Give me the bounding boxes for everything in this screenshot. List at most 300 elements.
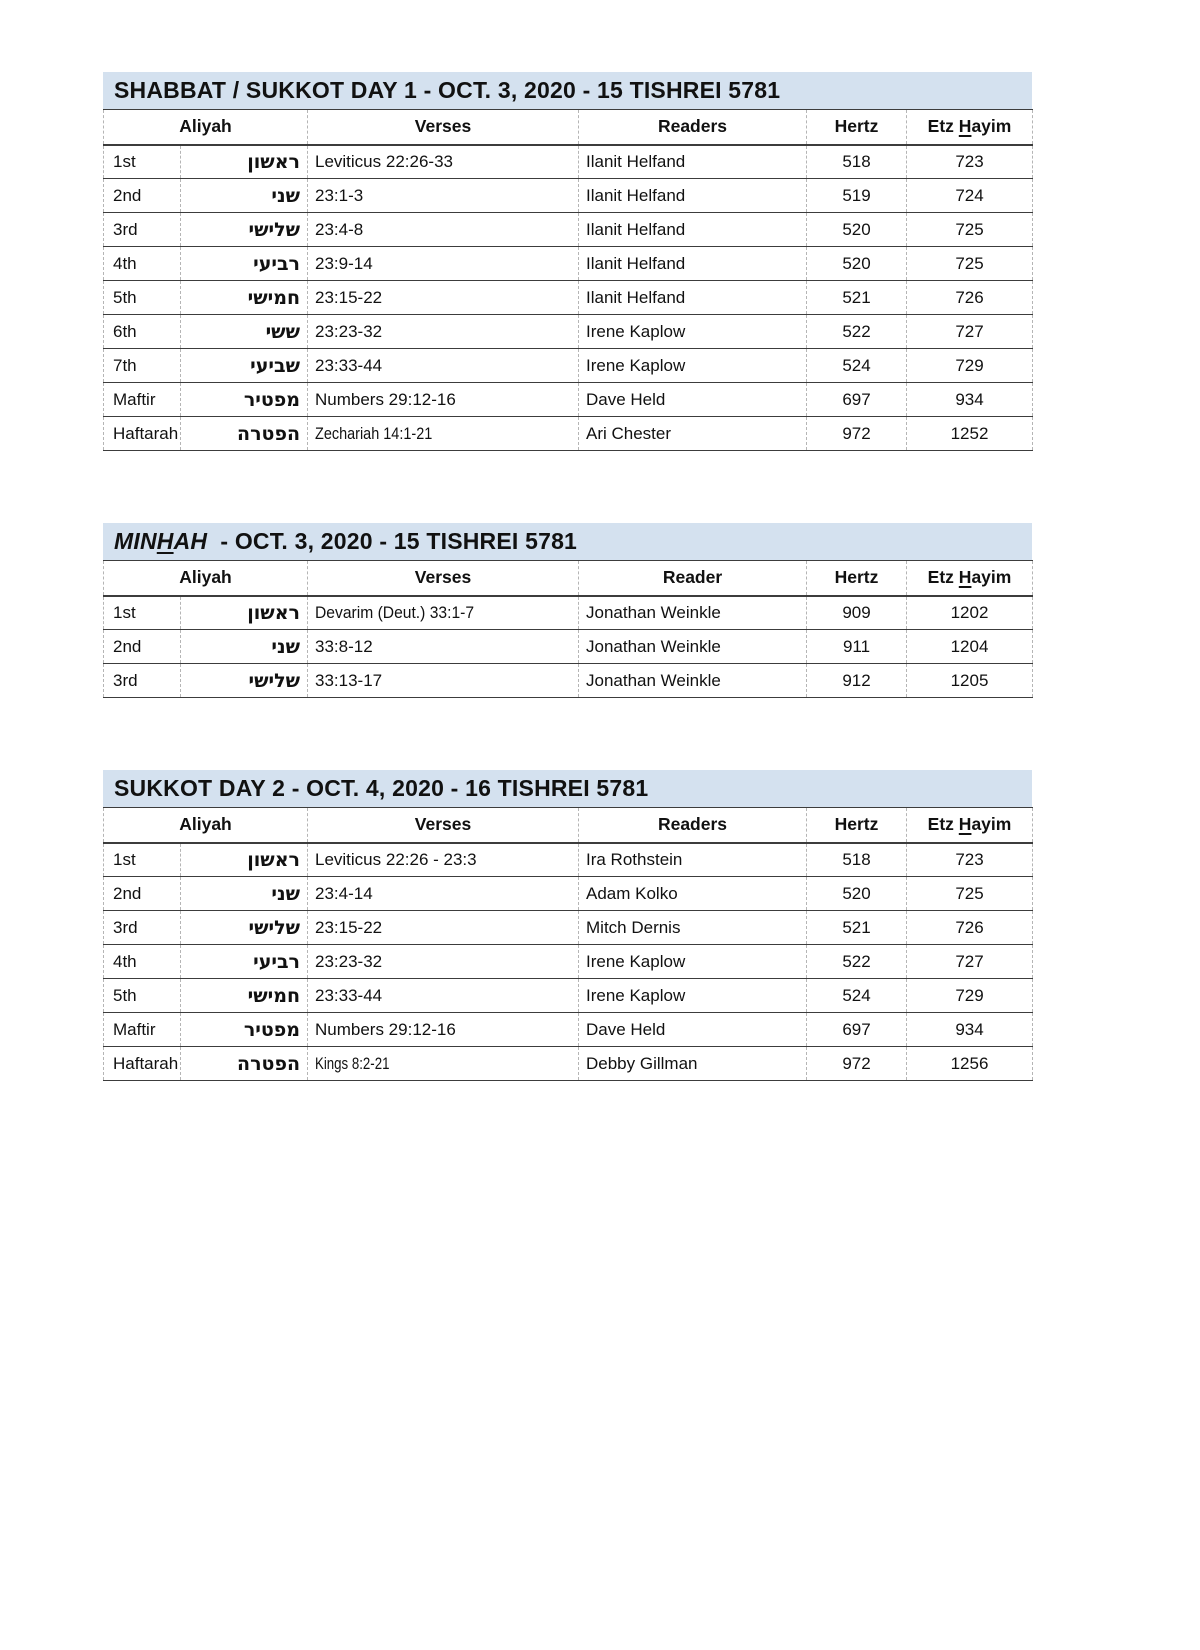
aliyah-hebrew-cell-text: שלישי <box>248 916 300 939</box>
aliyah-hebrew-cell <box>181 1013 308 1047</box>
verses-cell <box>308 664 579 698</box>
hertz-page-cell <box>807 877 907 911</box>
column-header-text: H <box>958 567 972 588</box>
table-row <box>104 179 1033 213</box>
etz-hayim-page-cell <box>907 383 1033 417</box>
aliyah-hebrew-cell <box>181 349 308 383</box>
aliyah-hebrew-cell <box>181 945 308 979</box>
aliyah-hebrew-cell <box>181 179 308 213</box>
etz-hayim-page-cell <box>907 349 1033 383</box>
hertz-page-cell-text: 518 <box>842 849 871 869</box>
hertz-page-cell-text: 518 <box>842 151 871 171</box>
hertz-page-cell-text: 972 <box>842 1053 871 1073</box>
table-row <box>104 596 1033 630</box>
aliyah-ordinal-cell <box>104 877 181 911</box>
verses-cell-text: 23:23-32 <box>315 951 383 971</box>
table-row <box>104 945 1033 979</box>
reader-cell <box>579 179 807 213</box>
table-body <box>104 596 1033 698</box>
aliyah-ordinal-cell <box>104 349 181 383</box>
verses-cell <box>308 383 579 417</box>
column-header-text: Hertz <box>834 567 879 588</box>
header-row <box>104 561 1033 596</box>
etz-hayim-page-cell <box>907 1047 1033 1081</box>
hertz-page-cell-text: 520 <box>842 219 871 239</box>
aliyah-ordinal-cell-text: 5th <box>113 985 137 1005</box>
hertz-page-cell <box>807 315 907 349</box>
etz-hayim-page-cell <box>907 179 1033 213</box>
aliyah-hebrew-cell <box>181 843 308 877</box>
etz-hayim-page-cell-text: 1205 <box>950 670 989 690</box>
aliyah-hebrew-cell <box>181 664 308 698</box>
etz-hayim-page-cell <box>907 843 1033 877</box>
reading-section-minhah <box>103 523 1032 698</box>
aliyah-ordinal-cell-text: 2nd <box>113 883 142 903</box>
verses-cell <box>308 179 579 213</box>
aliyah-ordinal-cell <box>104 281 181 315</box>
reader-cell-text: Jonathan Weinkle <box>586 636 721 656</box>
aliyah-hebrew-cell-text: רביעי <box>253 252 300 275</box>
etz-hayim-page-cell-text: 726 <box>955 287 984 307</box>
reader-cell <box>579 630 807 664</box>
column-header-aliyah <box>104 808 308 843</box>
etz-hayim-page-cell <box>907 213 1033 247</box>
aliyah-ordinal-cell <box>104 664 181 698</box>
hertz-page-cell <box>807 281 907 315</box>
torah-reading-schedule-document <box>103 72 1032 1153</box>
reading-section-sukkot-day-2 <box>103 770 1032 1081</box>
reader-cell-text: Ilanit Helfand <box>586 253 686 273</box>
aliyah-ordinal-cell <box>104 383 181 417</box>
aliyah-hebrew-cell-text: ראשון <box>247 601 300 624</box>
etz-hayim-page-cell-text: 725 <box>955 219 984 239</box>
column-header-text: H <box>958 814 972 835</box>
column-header-text: Verses <box>414 116 472 137</box>
etz-hayim-page-cell <box>907 281 1033 315</box>
reader-cell-text: Jonathan Weinkle <box>586 602 721 622</box>
aliyah-hebrew-cell <box>181 1047 308 1081</box>
table-row <box>104 664 1033 698</box>
verses-cell-text: Leviticus 22:26 - 23:3 <box>315 849 477 869</box>
aliyah-hebrew-cell-text: ששי <box>265 320 300 343</box>
aliyot-table <box>103 807 1033 1081</box>
column-header-aliyah <box>104 561 308 596</box>
verses-cell <box>308 1013 579 1047</box>
reader-cell-text: Jonathan Weinkle <box>586 670 721 690</box>
aliyah-hebrew-cell-text: שלישי <box>248 218 300 241</box>
table-row <box>104 877 1033 911</box>
reader-cell <box>579 247 807 281</box>
table-row <box>104 1013 1033 1047</box>
hertz-page-cell <box>807 179 907 213</box>
reader-cell-text: Mitch Dernis <box>586 917 681 937</box>
table-header <box>104 561 1033 596</box>
aliyah-ordinal-cell <box>104 979 181 1013</box>
reader-cell-text: Irene Kaplow <box>586 951 686 971</box>
column-header-text: Etz <box>927 814 959 835</box>
aliyah-hebrew-cell-text: שני <box>271 184 300 207</box>
etz-hayim-page-cell-text: 725 <box>955 883 984 903</box>
verses-cell-text: 23:4-8 <box>315 219 364 239</box>
column-header-etz-hayim <box>907 808 1033 843</box>
column-header-hertz <box>807 110 907 145</box>
aliyah-ordinal-cell <box>104 1013 181 1047</box>
verses-cell <box>308 945 579 979</box>
hertz-page-cell <box>807 247 907 281</box>
reader-cell <box>579 877 807 911</box>
verses-cell-text: 23:1-3 <box>315 185 364 205</box>
etz-hayim-page-cell <box>907 945 1033 979</box>
etz-hayim-page-cell-text: 723 <box>955 151 984 171</box>
hertz-page-cell <box>807 1013 907 1047</box>
hertz-page-cell-text: 972 <box>842 423 871 443</box>
etz-hayim-page-cell-text: 726 <box>955 917 984 937</box>
aliyah-hebrew-cell-text: שלישי <box>248 669 300 692</box>
column-header-hertz <box>807 561 907 596</box>
etz-hayim-page-cell-text: 934 <box>955 1019 984 1039</box>
column-header-text: Aliyah <box>179 567 232 588</box>
hertz-page-cell-text: 524 <box>842 355 871 375</box>
etz-hayim-page-cell-text: 729 <box>955 985 984 1005</box>
hertz-page-cell <box>807 979 907 1013</box>
reader-cell <box>579 417 807 451</box>
verses-cell-text: Numbers 29:12-16 <box>315 389 456 409</box>
hertz-page-cell-text: 521 <box>842 287 871 307</box>
verses-cell <box>308 281 579 315</box>
column-header-etz-hayim <box>907 561 1033 596</box>
hertz-page-cell-text: 697 <box>842 389 871 409</box>
etz-hayim-page-cell-text: 723 <box>955 849 984 869</box>
table-row <box>104 911 1033 945</box>
hertz-page-cell-text: 909 <box>842 602 871 622</box>
column-header-text: Reader <box>662 567 723 588</box>
column-header-verses <box>308 561 579 596</box>
verses-cell <box>308 315 579 349</box>
hertz-page-cell <box>807 145 907 179</box>
section-title-minhah <box>103 523 1032 560</box>
etz-hayim-page-cell <box>907 630 1033 664</box>
reader-cell <box>579 213 807 247</box>
aliyah-hebrew-cell-text: רביעי <box>253 950 300 973</box>
hertz-page-cell-text: 521 <box>842 917 871 937</box>
section-title-segment: H <box>156 528 174 554</box>
verses-cell <box>308 630 579 664</box>
column-header-text: Etz <box>927 116 959 137</box>
etz-hayim-page-cell <box>907 1013 1033 1047</box>
column-header-text: Aliyah <box>179 814 232 835</box>
aliyah-hebrew-cell <box>181 145 308 179</box>
aliyah-hebrew-cell <box>181 979 308 1013</box>
reader-cell <box>579 945 807 979</box>
etz-hayim-page-cell <box>907 145 1033 179</box>
aliyah-ordinal-cell <box>104 945 181 979</box>
aliyah-ordinal-cell <box>104 630 181 664</box>
reader-cell <box>579 664 807 698</box>
aliyot-table <box>103 560 1033 698</box>
hertz-page-cell <box>807 596 907 630</box>
verses-cell-text: 33:13-17 <box>315 670 383 690</box>
hertz-page-cell <box>807 1047 907 1081</box>
column-header-verses <box>308 110 579 145</box>
column-header-hertz <box>807 808 907 843</box>
section-title-shabbat-sukkot-day-1 <box>103 72 1032 109</box>
reader-cell <box>579 911 807 945</box>
verses-cell <box>308 843 579 877</box>
verses-cell-text: 23:15-22 <box>315 287 383 307</box>
aliyah-ordinal-cell <box>104 911 181 945</box>
table-row <box>104 630 1033 664</box>
etz-hayim-page-cell-text: 1204 <box>950 636 989 656</box>
header-row <box>104 110 1033 145</box>
column-header-text: ayim <box>971 567 1012 588</box>
table-row <box>104 315 1033 349</box>
column-header-text: Verses <box>414 567 472 588</box>
verses-cell-text: 33:8-12 <box>315 636 373 656</box>
aliyah-hebrew-cell-text: חמישי <box>247 286 300 309</box>
section-title-segment: AH <box>173 528 208 554</box>
verses-cell-text: 23:33-44 <box>315 355 383 375</box>
reader-cell-text: Adam Kolko <box>586 883 678 903</box>
hertz-page-cell <box>807 945 907 979</box>
aliyah-hebrew-cell <box>181 630 308 664</box>
table-row <box>104 247 1033 281</box>
aliyah-hebrew-cell <box>181 417 308 451</box>
verses-cell-text: 23:4-14 <box>315 883 373 903</box>
aliyah-ordinal-cell-text: 2nd <box>113 636 142 656</box>
aliyah-ordinal-cell <box>104 145 181 179</box>
hertz-page-cell-text: 912 <box>842 670 871 690</box>
column-header-text: Hertz <box>834 116 879 137</box>
etz-hayim-page-cell-text: 725 <box>955 253 984 273</box>
aliyah-ordinal-cell-text: 6th <box>113 321 137 341</box>
hertz-page-cell-text: 522 <box>842 321 871 341</box>
reader-cell-text: Irene Kaplow <box>586 355 686 375</box>
verses-cell-text: Devarim (Deut.) 33:1-7 <box>315 602 475 622</box>
aliyah-ordinal-cell-text: 4th <box>113 253 137 273</box>
column-header-text: H <box>958 116 972 137</box>
hertz-page-cell-text: 911 <box>842 636 871 656</box>
etz-hayim-page-cell <box>907 877 1033 911</box>
verses-cell <box>308 247 579 281</box>
aliyah-hebrew-cell-text: שני <box>271 635 300 658</box>
aliyah-hebrew-cell-text: שביעי <box>250 354 300 377</box>
verses-cell <box>308 349 579 383</box>
reader-cell <box>579 145 807 179</box>
reader-cell-text: Ilanit Helfand <box>586 219 686 239</box>
table-row <box>104 213 1033 247</box>
section-title-segment: - OCT. 3, 2020 - 15 TISHREI 5781 <box>207 528 578 554</box>
etz-hayim-page-cell <box>907 979 1033 1013</box>
aliyah-hebrew-cell <box>181 281 308 315</box>
aliyah-ordinal-cell-text: 2nd <box>113 185 142 205</box>
column-header-text: Hertz <box>834 814 879 835</box>
reader-cell-text: Ilanit Helfand <box>586 287 686 307</box>
aliyah-ordinal-cell-text: 5th <box>113 287 137 307</box>
reading-section-shabbat-sukkot-day-1 <box>103 72 1032 451</box>
column-header-readers <box>579 808 807 843</box>
column-header-text: Readers <box>657 116 728 137</box>
aliyah-ordinal-cell <box>104 843 181 877</box>
verses-cell-text: 23:9-14 <box>315 253 373 273</box>
verses-cell <box>308 596 579 630</box>
reader-cell-text: Ari Chester <box>586 423 672 443</box>
reader-cell-text: Dave Held <box>586 389 666 409</box>
etz-hayim-page-cell-text: 727 <box>955 321 984 341</box>
aliyah-hebrew-cell <box>181 877 308 911</box>
section-title-sukkot-day-2 <box>103 770 1032 807</box>
verses-cell-text: Zechariah 14:1-21 <box>315 423 433 443</box>
column-header-text: ayim <box>971 814 1012 835</box>
aliyah-ordinal-cell-text: 4th <box>113 951 137 971</box>
aliyah-hebrew-cell-text: הפטרה <box>237 422 300 445</box>
reader-cell <box>579 979 807 1013</box>
aliyah-ordinal-cell <box>104 1047 181 1081</box>
aliyah-hebrew-cell-text: מפטיר <box>243 388 300 411</box>
reader-cell <box>579 281 807 315</box>
reader-cell-text: Irene Kaplow <box>586 985 686 1005</box>
reader-cell-text: Dave Held <box>586 1019 666 1039</box>
reader-cell <box>579 383 807 417</box>
verses-cell-text: 23:23-32 <box>315 321 383 341</box>
table-header <box>104 110 1033 145</box>
aliyah-ordinal-cell-text: 3rd <box>113 219 138 239</box>
reader-cell-text: Ira Rothstein <box>586 849 683 869</box>
hertz-page-cell <box>807 843 907 877</box>
table-row <box>104 979 1033 1013</box>
table-row <box>104 843 1033 877</box>
reader-cell-text: Irene Kaplow <box>586 321 686 341</box>
reader-cell <box>579 349 807 383</box>
hertz-page-cell-text: 520 <box>842 883 871 903</box>
reader-cell-text: Ilanit Helfand <box>586 151 686 171</box>
hertz-page-cell-text: 520 <box>842 253 871 273</box>
hertz-page-cell <box>807 349 907 383</box>
table-row <box>104 281 1033 315</box>
verses-cell <box>308 877 579 911</box>
verses-cell-text: Kings 8:2-21 <box>315 1053 390 1073</box>
etz-hayim-page-cell-text: 724 <box>955 185 984 205</box>
hertz-page-cell <box>807 630 907 664</box>
etz-hayim-page-cell <box>907 596 1033 630</box>
table-body <box>104 843 1033 1081</box>
verses-cell-text: 23:33-44 <box>315 985 383 1005</box>
etz-hayim-page-cell-text: 1252 <box>950 423 989 443</box>
table-row <box>104 1047 1033 1081</box>
aliyah-ordinal-cell-text: 3rd <box>113 670 138 690</box>
section-title-segment: SHABBAT / SUKKOT DAY 1 - OCT. 3, 2020 - 15 TISHREI 5781 <box>114 77 781 103</box>
hertz-page-cell <box>807 664 907 698</box>
column-header-aliyah <box>104 110 308 145</box>
aliyah-hebrew-cell <box>181 596 308 630</box>
verses-cell <box>308 145 579 179</box>
aliyah-ordinal-cell-text: 1st <box>113 849 136 869</box>
aliyah-ordinal-cell <box>104 315 181 349</box>
etz-hayim-page-cell-text: 727 <box>955 951 984 971</box>
etz-hayim-page-cell-text: 729 <box>955 355 984 375</box>
aliyah-ordinal-cell-text: Haftarah <box>113 1053 179 1073</box>
reader-cell-text: Debby Gillman <box>586 1053 698 1073</box>
aliyah-ordinal-cell <box>104 247 181 281</box>
hertz-page-cell-text: 697 <box>842 1019 871 1039</box>
table-row <box>104 145 1033 179</box>
verses-cell <box>308 213 579 247</box>
etz-hayim-page-cell-text: 934 <box>955 389 984 409</box>
aliyah-hebrew-cell-text: ראשון <box>247 848 300 871</box>
aliyah-ordinal-cell <box>104 179 181 213</box>
reader-cell-text: Ilanit Helfand <box>586 185 686 205</box>
reader-cell <box>579 315 807 349</box>
aliyah-ordinal-cell-text: 1st <box>113 602 136 622</box>
aliyot-table <box>103 109 1033 451</box>
hertz-page-cell <box>807 417 907 451</box>
aliyah-ordinal-cell-text: Maftir <box>113 1019 156 1039</box>
hertz-page-cell <box>807 213 907 247</box>
column-header-reader <box>579 561 807 596</box>
table-body <box>104 145 1033 451</box>
reader-cell <box>579 1013 807 1047</box>
aliyah-hebrew-cell-text: חמישי <box>247 984 300 1007</box>
header-row <box>104 808 1033 843</box>
column-header-readers <box>579 110 807 145</box>
aliyah-hebrew-cell-text: מפטיר <box>243 1018 300 1041</box>
verses-cell-text: Numbers 29:12-16 <box>315 1019 456 1039</box>
column-header-etz-hayim <box>907 110 1033 145</box>
column-header-text: Etz <box>927 567 959 588</box>
verses-cell <box>308 1047 579 1081</box>
section-title-segment: SUKKOT DAY 2 - OCT. 4, 2020 - 16 TISHREI 5781 <box>114 775 649 801</box>
aliyah-ordinal-cell <box>104 213 181 247</box>
aliyah-ordinal-cell-text: 7th <box>113 355 137 375</box>
aliyah-ordinal-cell-text: 1st <box>113 151 136 171</box>
etz-hayim-page-cell-text: 1202 <box>950 602 989 622</box>
table-header <box>104 808 1033 843</box>
aliyah-hebrew-cell <box>181 213 308 247</box>
aliyah-ordinal-cell <box>104 596 181 630</box>
aliyah-hebrew-cell <box>181 383 308 417</box>
aliyah-ordinal-cell <box>104 417 181 451</box>
aliyah-ordinal-cell-text: Maftir <box>113 389 156 409</box>
verses-cell <box>308 911 579 945</box>
table-row <box>104 383 1033 417</box>
column-header-verses <box>308 808 579 843</box>
aliyah-hebrew-cell-text: שני <box>271 882 300 905</box>
column-header-text: Aliyah <box>179 116 232 137</box>
verses-cell-text: Leviticus 22:26-33 <box>315 151 453 171</box>
section-title-segment: MIN <box>114 528 157 554</box>
hertz-page-cell <box>807 383 907 417</box>
reader-cell <box>579 843 807 877</box>
verses-cell <box>308 979 579 1013</box>
hertz-page-cell-text: 524 <box>842 985 871 1005</box>
etz-hayim-page-cell-text: 1256 <box>950 1053 989 1073</box>
etz-hayim-page-cell <box>907 664 1033 698</box>
aliyah-hebrew-cell <box>181 315 308 349</box>
column-header-text: ayim <box>971 116 1012 137</box>
hertz-page-cell-text: 519 <box>842 185 871 205</box>
aliyah-hebrew-cell <box>181 911 308 945</box>
hertz-page-cell-text: 522 <box>842 951 871 971</box>
verses-cell-text: 23:15-22 <box>315 917 383 937</box>
reader-cell <box>579 1047 807 1081</box>
aliyah-hebrew-cell-text: הפטרה <box>237 1052 300 1075</box>
etz-hayim-page-cell <box>907 417 1033 451</box>
aliyah-ordinal-cell-text: Haftarah <box>113 423 179 443</box>
etz-hayim-page-cell <box>907 911 1033 945</box>
etz-hayim-page-cell <box>907 315 1033 349</box>
aliyah-hebrew-cell-text: ראשון <box>247 150 300 173</box>
column-header-text: Verses <box>414 814 472 835</box>
hertz-page-cell <box>807 911 907 945</box>
